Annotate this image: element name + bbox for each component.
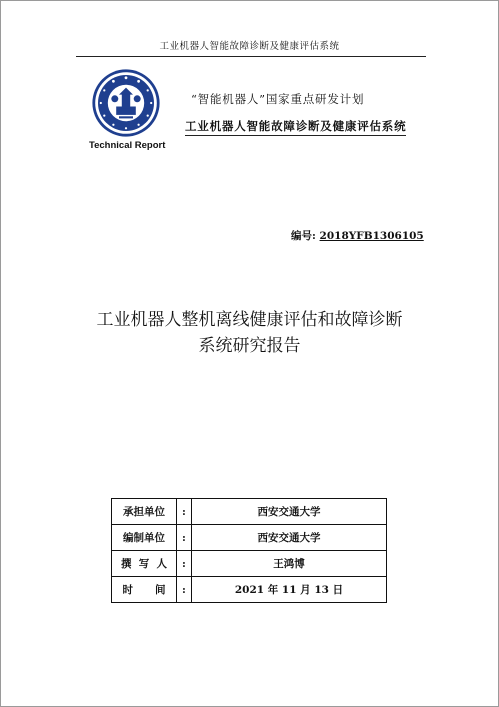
university-seal-logo xyxy=(91,68,161,138)
report-number-code: 2018YFB1306105 xyxy=(319,230,424,242)
report-title xyxy=(1,307,498,359)
info-row-colon: : xyxy=(177,525,192,551)
info-row xyxy=(112,499,387,525)
running-header: 工业机器人智能故障诊断及健康评估系统 xyxy=(159,41,340,52)
info-row-label: 时 间 xyxy=(112,577,177,603)
info-row-colon: : xyxy=(177,577,192,603)
info-row-value: 2021 年 11 月 13 日 xyxy=(192,577,387,603)
report-info-table xyxy=(111,498,387,603)
info-row-colon: : xyxy=(177,499,192,525)
info-row-value: 西安交通大学 xyxy=(192,525,387,551)
info-row-value: 西安交通大学 xyxy=(192,499,387,525)
info-row xyxy=(112,551,387,577)
program-name: “智能机器人”国家重点研发计划 xyxy=(191,92,365,106)
report-number xyxy=(291,228,424,243)
info-row xyxy=(112,577,387,603)
info-row-colon: : xyxy=(177,551,192,577)
info-row-label: 编制单位 xyxy=(112,525,177,551)
report-number-label: 编号: xyxy=(291,230,316,242)
header-rule xyxy=(76,56,426,57)
info-row-label: 撰 写 人 xyxy=(112,551,177,577)
system-name: 工业机器人智能故障诊断及健康评估系统 xyxy=(185,118,406,136)
report-title-line2: 系统研究报告 xyxy=(198,336,301,356)
info-row-label: 承担单位 xyxy=(112,499,177,525)
report-title-line1: 工业机器人整机离线健康评估和故障诊断 xyxy=(96,310,403,330)
info-row-value: 王鸿博 xyxy=(192,551,387,577)
info-row xyxy=(112,525,387,551)
logo-caption: Technical Report xyxy=(89,140,166,151)
